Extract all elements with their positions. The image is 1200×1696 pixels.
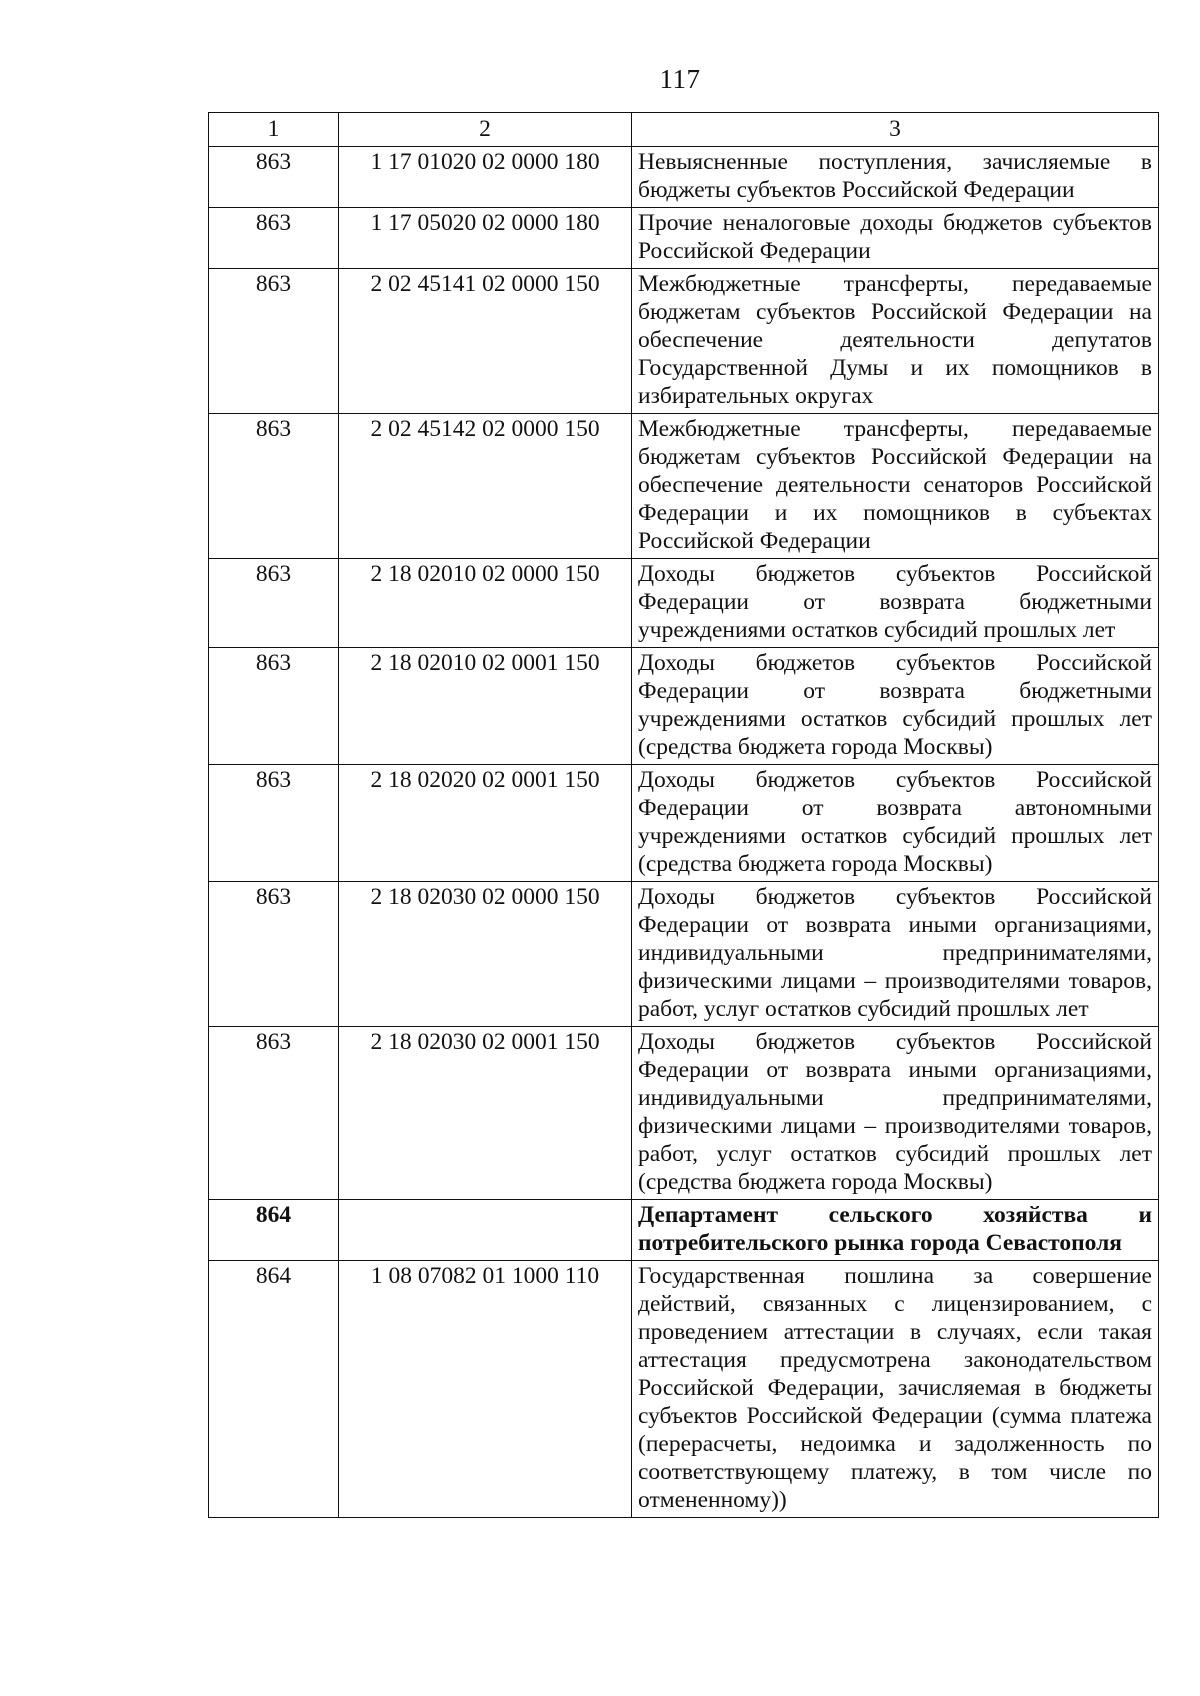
admin-code-cell: 864 <box>209 1200 339 1261</box>
table-row <box>209 648 1159 765</box>
admin-code-cell: 863 <box>209 882 339 1027</box>
table-row <box>209 147 1159 208</box>
revenue-name-cell: Доходы бюджетов субъектов Российской Федерации от возврата бюджетными учреждениями остатков субсидий прошлых лет <box>632 559 1159 648</box>
budget-code-cell: 2 18 02030 02 0000 150 <box>339 882 632 1027</box>
budget-code-cell: 1 17 05020 02 0000 180 <box>339 208 632 269</box>
admin-code-cell: 863 <box>209 765 339 882</box>
column-header-3: 3 <box>632 113 1159 147</box>
budget-code-cell: 1 17 01020 02 0000 180 <box>339 147 632 208</box>
table-header-row <box>209 113 1159 147</box>
revenue-name-cell: Межбюджетные трансферты, передаваемые бюджетам субъектов Российской Федерации на обеспечение деятельности депутатов Государственной Думы и их помощников в избирательных округах <box>632 269 1159 414</box>
revenue-codes-table <box>208 112 1159 1518</box>
budget-code-cell: 1 08 07082 01 1000 110 <box>339 1261 632 1518</box>
table-row <box>209 208 1159 269</box>
table-row <box>209 1027 1159 1200</box>
column-header-1: 1 <box>209 113 339 147</box>
table-row <box>209 559 1159 648</box>
admin-code-cell: 863 <box>209 414 339 559</box>
budget-code-cell: 2 18 02010 02 0000 150 <box>339 559 632 648</box>
table-row <box>209 765 1159 882</box>
admin-code-cell: 863 <box>209 648 339 765</box>
admin-code-cell: 863 <box>209 559 339 648</box>
budget-code-cell: 2 18 02030 02 0001 150 <box>339 1027 632 1200</box>
admin-code-cell: 863 <box>209 208 339 269</box>
budget-code-cell: 2 18 02020 02 0001 150 <box>339 765 632 882</box>
revenue-name-cell: Прочие неналоговые доходы бюджетов субъектов Российской Федерации <box>632 208 1159 269</box>
revenue-name-cell: Межбюджетные трансферты, передаваемые бюджетам субъектов Российской Федерации на обеспечение деятельности сенаторов Российской Федерации и их помощников в субъектах Российской Федерации <box>632 414 1159 559</box>
budget-code-cell <box>339 1200 632 1261</box>
column-header-2: 2 <box>339 113 632 147</box>
admin-code-cell: 864 <box>209 1261 339 1518</box>
revenue-name-cell: Доходы бюджетов субъектов Российской Федерации от возврата автономными учреждениями остатков субсидий прошлых лет (средства бюджета города Москвы) <box>632 765 1159 882</box>
budget-code-cell: 2 02 45141 02 0000 150 <box>339 269 632 414</box>
table-row <box>209 269 1159 414</box>
revenue-name-cell: Доходы бюджетов субъектов Российской Федерации от возврата иными организациями, индивидуальными предпринимателями, физическими лицами – производителями товаров, работ, услуг остатков субсидий прошлых лет <box>632 882 1159 1027</box>
revenue-name-cell: Государственная пошлина за совершение действий, связанных с лицензированием, с проведением аттестации в случаях, если такая аттестация предусмотрена законодательством Российской Федерации, зачисляемая в бюджеты субъектов Российской Федерации (сумма платежа (перерасчеты, недоимка и задолженность по соответствующему платежу, в том числе по отмененному)) <box>632 1261 1159 1518</box>
table-row <box>209 882 1159 1027</box>
revenue-name-cell: Невыясненные поступления, зачисляемые в бюджеты субъектов Российской Федерации <box>632 147 1159 208</box>
table-row <box>209 1261 1159 1518</box>
revenue-name-cell: Доходы бюджетов субъектов Российской Федерации от возврата бюджетными учреждениями остатков субсидий прошлых лет (средства бюджета города Москвы) <box>632 648 1159 765</box>
department-header-row <box>209 1200 1159 1261</box>
admin-code-cell: 863 <box>209 1027 339 1200</box>
admin-code-cell: 863 <box>209 269 339 414</box>
budget-code-cell: 2 18 02010 02 0001 150 <box>339 648 632 765</box>
admin-code-cell: 863 <box>209 147 339 208</box>
table-row <box>209 414 1159 559</box>
page-number: 117 <box>659 64 701 94</box>
department-name-cell: Департамент сельского хозяйства и потребительского рынка города Севастополя <box>632 1200 1159 1261</box>
revenue-name-cell: Доходы бюджетов субъектов Российской Федерации от возврата иными организациями, индивидуальными предпринимателями, физическими лицами – производителями товаров, работ, услуг остатков субсидий прошлых лет (средства бюджета города Москвы) <box>632 1027 1159 1200</box>
budget-code-cell: 2 02 45142 02 0000 150 <box>339 414 632 559</box>
